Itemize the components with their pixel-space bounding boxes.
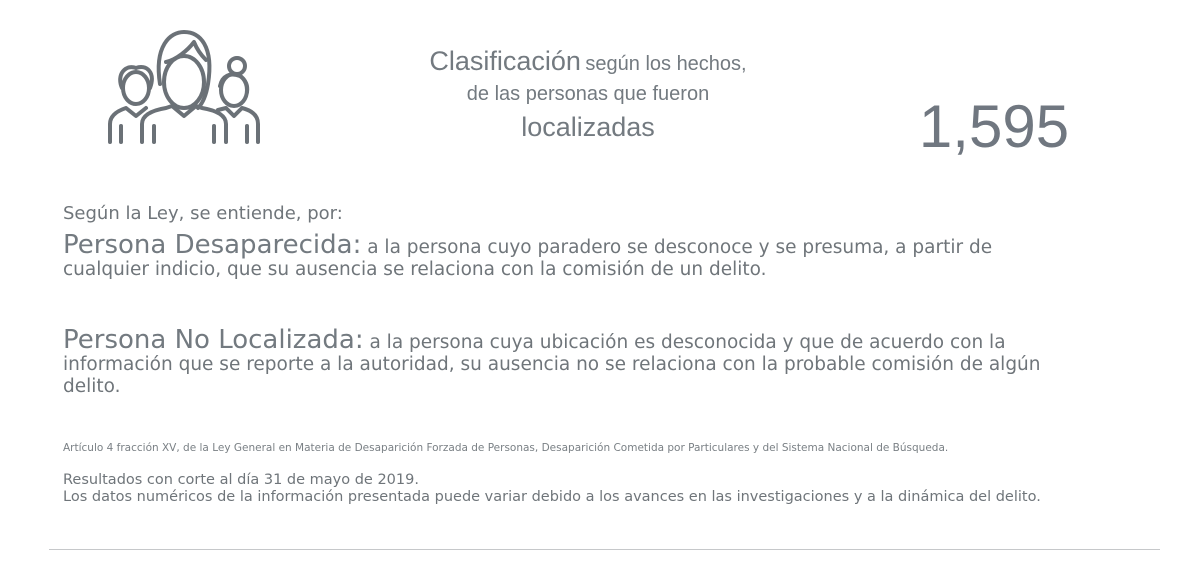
definition-text: a la persona cuyo paradero se desconoce y se presuma, a partir de cualquier indicio, que su ausencia se relaciona con la comisión de un delito. [63, 237, 993, 280]
data-notes [63, 472, 1041, 506]
title-line-2: de las personas que fueron [466, 83, 710, 105]
total-count: 1,595 [918, 93, 1070, 160]
definitions-intro: Según la Ley, se entiende, por: [63, 203, 343, 224]
title-line-3: localizadas [521, 112, 655, 142]
definition-unlocated-person [63, 325, 1083, 398]
title-main-word: Clasificación [429, 46, 581, 76]
definition-term: Persona Desaparecida: [63, 230, 362, 260]
chart-title [388, 48, 788, 141]
cutoff-note: Resultados con corte al día 31 de mayo de 2019. [63, 472, 419, 488]
bottom-divider [49, 549, 1160, 550]
people-group-icon [106, 26, 262, 146]
title-line-1 [388, 48, 788, 84]
title-qualifier: según los hechos, [585, 53, 747, 75]
definition-missing-person [63, 230, 1083, 281]
legal-reference: Artículo 4 fracción XV, de la Ley General en Materia de Desaparición Forzada de Personas, Desaparición Cometida por Particulares y del Sistema Nacional de Búsqueda. [63, 442, 949, 454]
definition-text: a la persona cuya ubicación es desconocida y que de acuerdo con la información que se reporte a la autoridad, su ausencia no se relaciona con la probable comisión de algún delito. [63, 332, 1041, 397]
definition-term: Persona No Localizada: [63, 325, 364, 355]
disclaimer-note: Los datos numéricos de la información presentada puede variar debido a los avances en las investigaciones y a la dinámica del delito. [63, 489, 1041, 505]
